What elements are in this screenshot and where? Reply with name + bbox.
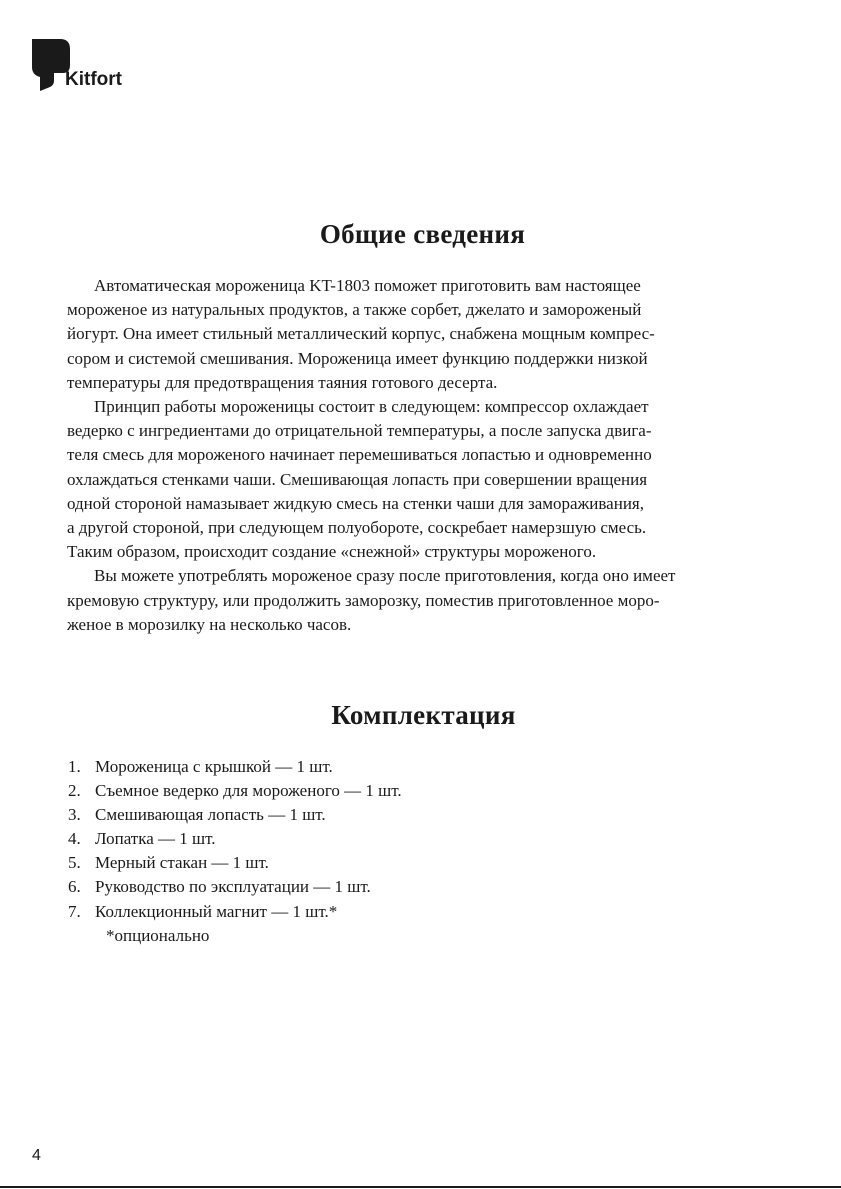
- bottom-divider: [0, 1186, 841, 1188]
- list-item: [68, 779, 402, 803]
- list-item-number: 4.: [68, 829, 81, 849]
- list-item: [68, 851, 402, 875]
- text-line: теля смесь для мороженого начинает перемешиваться лопастью и одновременно: [67, 445, 652, 465]
- list-item-number: 6.: [68, 877, 81, 897]
- text-line: йогурт. Она имеет стильный металлический корпус, снабжена мощным компрес-: [67, 324, 655, 344]
- list-item: [68, 875, 402, 899]
- package-contents-list: [68, 755, 402, 948]
- text-line: женое в морозилку на несколько часов.: [67, 614, 352, 634]
- list-item-text: Коллекционный магнит — 1 шт.*: [95, 901, 338, 921]
- list-item-text: Смешивающая лопасть — 1 шт.: [95, 805, 326, 825]
- text-line: охлаждаться стенками чаши. Смешивающая лопасть при совершении вращения: [67, 469, 648, 489]
- section-title-general: Общие сведения: [319, 219, 526, 249]
- text-line: мороженое из натуральных продуктов, а также сорбет, джелато и замороженый: [67, 300, 642, 320]
- general-info-text: [67, 274, 787, 637]
- text-line: ведерко с ингредиентами до отрицательной температуры, а после запуска двига-: [67, 421, 652, 441]
- text-line: а другой стороной, при следующем полуобороте, соскребает намерзшую смесь.: [67, 518, 647, 538]
- list-item-text: Мерный стакан — 1 шт.: [95, 853, 269, 873]
- list-item: [68, 827, 402, 851]
- list-item-number: 7.: [68, 901, 81, 921]
- list-item: [68, 900, 402, 924]
- list-item: [68, 755, 402, 779]
- list-item-text: Лопатка — 1 шт.: [95, 829, 216, 849]
- section-title-package-contents: Комплектация: [331, 700, 516, 730]
- list-item-number: 2.: [68, 781, 81, 801]
- text-line: Вы можете употреблять мороженое сразу после приготовления, когда оно имеет: [94, 566, 676, 586]
- text-line: Принцип работы мороженицы состоит в следующем: компрессор охлаждает: [94, 397, 649, 417]
- page-number: 4: [32, 1147, 41, 1164]
- text-line: Автоматическая мороженица KT-1803 поможет приготовить вам настоящее: [94, 276, 641, 295]
- list-item-number: 1.: [68, 757, 81, 776]
- list-item-text: Руководство по эксплуатации — 1 шт.: [95, 877, 371, 897]
- text-line: сором и системой смешивания. Мороженица имеет функцию поддержки низкой: [67, 348, 648, 368]
- list-item-number: 5.: [68, 853, 81, 873]
- list-item-text: Съемное ведерко для мороженого — 1 шт.: [95, 781, 402, 801]
- optional-note: *опционально: [106, 925, 210, 945]
- list-item-text: Мороженица с крышкой — 1 шт.: [95, 757, 333, 776]
- text-line: Таким образом, происходит создание «снежной» структуры мороженого.: [67, 542, 597, 562]
- text-line: кремовую структуру, или продолжить заморозку, поместив приготовленное моро-: [67, 590, 660, 610]
- text-line: температуры для предотвращения таяния готового десерта.: [67, 372, 498, 392]
- brand-name: Kitfort: [65, 69, 122, 90]
- list-item: [68, 803, 402, 827]
- brand-logo: [32, 39, 142, 94]
- text-line: одной стороной намазывает жидкую смесь на стенки чаши для замораживания,: [67, 493, 644, 513]
- list-item-number: 3.: [68, 805, 81, 825]
